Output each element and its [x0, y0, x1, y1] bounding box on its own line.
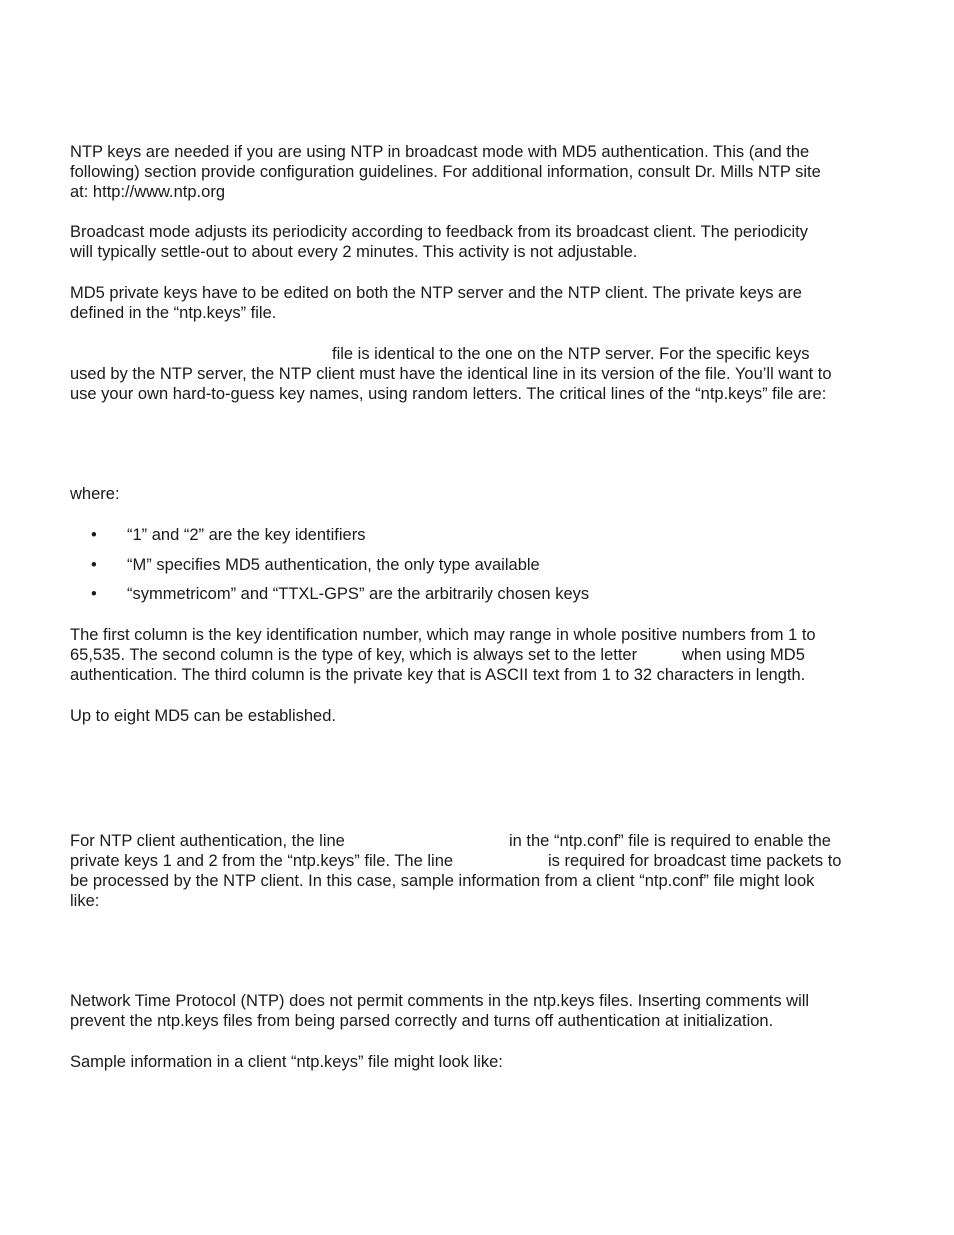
client-auth-line-1a: For NTP client authentication, the line	[70, 832, 345, 850]
up-to-eight-paragraph: Up to eight MD5 can be established.	[70, 707, 336, 725]
no-comments-line-1: Network Time Protocol (NTP) does not permit comments in the ntp.keys files. Inserting comments will	[70, 992, 810, 1010]
bullet-marker: •	[91, 556, 97, 574]
columns-line-2b: when using MD5	[682, 646, 805, 664]
md5-private-line-2: defined in the “ntp.keys” file.	[70, 304, 277, 322]
identical-line-1: file is identical to the one on the NTP server. For the specific keys	[332, 345, 810, 363]
where-label: where:	[70, 485, 120, 503]
bullet-text: “1” and “2” are the key identifiers	[127, 526, 366, 544]
identical-line-3: use your own hard-to-guess key names, using random letters. The critical lines of the “ntp.keys” file are:	[70, 385, 827, 403]
columns-line-3: authentication. The third column is the private key that is ASCII text from 1 to 32 characters in length.	[70, 666, 806, 684]
broadcast-line-2: will typically settle-out to about every 2 minutes. This activity is not adjustable.	[70, 243, 638, 261]
broadcast-line-1: Broadcast mode adjusts its periodicity according to feedback from its broadcast client. The periodicity	[70, 223, 808, 241]
intro-line-2: following) section provide configuration guidelines. For additional information, consult Dr. Mills NTP site	[70, 163, 821, 181]
bullet-marker: •	[91, 526, 97, 544]
intro-line-3: at: http://www.ntp.org	[70, 183, 225, 201]
bullet-text: “M” specifies MD5 authentication, the only type available	[127, 556, 540, 574]
md5-private-line-1: MD5 private keys have to be edited on both the NTP server and the NTP client. The private keys are	[70, 284, 802, 302]
sample-keys-paragraph: Sample information in a client “ntp.keys” file might look like:	[70, 1053, 503, 1071]
client-auth-line-3: be processed by the NTP client. In this case, sample information from a client “ntp.conf” file might look	[70, 872, 815, 890]
client-auth-line-2b: is required for broadcast time packets to	[548, 852, 842, 870]
client-auth-line-1b: in the “ntp.conf” file is required to enable the	[509, 832, 831, 850]
bullet-marker: •	[91, 585, 97, 603]
no-comments-line-2: prevent the ntp.keys files from being parsed correctly and turns off authentication at initialization.	[70, 1012, 774, 1030]
bullet-text: “symmetricom” and “TTXL-GPS” are the arbitrarily chosen keys	[127, 585, 590, 603]
identical-line-2: used by the NTP server, the NTP client must have the identical line in its version of the file. You’ll want to	[70, 365, 832, 383]
client-auth-line-2a: private keys 1 and 2 from the “ntp.keys” file. The line	[70, 852, 454, 870]
intro-line-1: NTP keys are needed if you are using NTP in broadcast mode with MD5 authentication. This (and the	[70, 143, 810, 161]
client-auth-line-4: like:	[70, 892, 100, 910]
columns-line-2a: 65,535. The second column is the type of key, which is always set to the letter	[70, 646, 638, 664]
columns-line-1: The first column is the key identification number, which may range in whole positive numbers from 1 to	[70, 626, 816, 644]
